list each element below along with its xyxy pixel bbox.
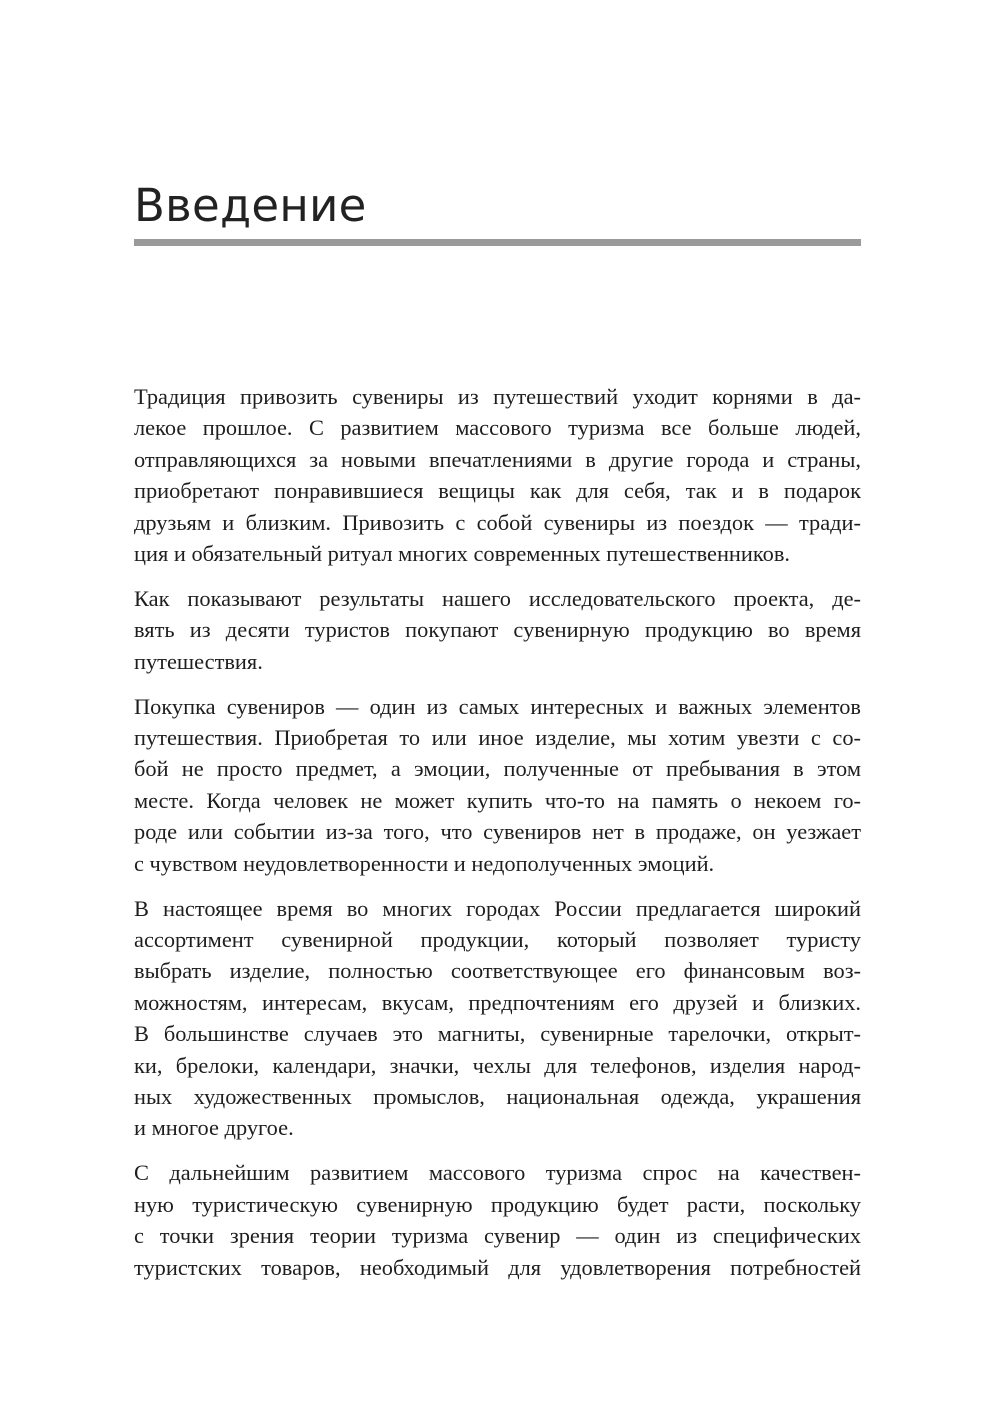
text-line: В настоящее время во многих городах России предлагается широкий (134, 895, 861, 921)
title-underline-rule (134, 239, 861, 246)
text-line: ция и обязательный ритуал многих современных путешественников. (134, 541, 791, 567)
text-line: лекое прошлое. С развитием массового туризма все больше людей, (134, 415, 861, 441)
paragraph-1 (134, 381, 861, 569)
text-line: В большинстве случаев это магниты, сувенирные тарелочки, открыт- (134, 1021, 861, 1047)
text-line: выбрать изделие, полностью соответствующее его финансовым воз- (134, 958, 861, 984)
text-line: с чувством неудовлетворенности и недополученных эмоций. (134, 850, 715, 876)
text-line: бой не просто предмет, а эмоции, полученные от пребывания в этом (134, 756, 861, 782)
text-line: ассортимент сувенирной продукции, который позволяет туристу (134, 927, 861, 952)
paragraph-2 (134, 583, 861, 677)
text-line: Традиция привозить сувениры из путешествий уходит корнями в да- (134, 384, 861, 409)
text-line: вять из десяти туристов покупают сувенирную продукцию во время (134, 617, 861, 643)
text-line: Как показывают результаты нашего исследовательского проекта, де- (134, 585, 861, 611)
text-line: Покупка сувениров — один из самых интересных и важных элементов (134, 693, 861, 719)
text-line: путешествия. Приобретая то или иное изделие, мы хотим увезти с со- (134, 725, 861, 751)
text-line: с точки зрения теории туризма сувенир — один из специфических (134, 1223, 861, 1249)
paragraph-4 (134, 893, 861, 1144)
text-line: приобретают понравившиеся вещицы как для себя, так и в подарок (134, 478, 861, 504)
text-line: и многое другое. (134, 1115, 294, 1141)
text-line: месте. Когда человек не может купить что-то на память о некоем го- (134, 787, 861, 813)
text-line: ки, брелоки, календари, значки, чехлы для телефонов, изделия народ- (134, 1052, 861, 1078)
text-line: отправляющихся за новыми впечатлениями в другие города и страны, (134, 446, 861, 472)
text-line: туристских товаров, необходимый для удовлетворения потребностей (134, 1254, 861, 1280)
text-line: роде или событии из-за того, что сувениров нет в продаже, он уезжает (134, 819, 861, 845)
paragraph-3 (134, 691, 861, 879)
paragraph-5 (134, 1157, 861, 1283)
text-line: ных художественных промыслов, национальная одежда, украшения (134, 1084, 861, 1110)
text-line: путешествия. (134, 648, 263, 674)
chapter-title: Введение (134, 179, 367, 232)
body-text (134, 381, 861, 1296)
text-line: можностям, интересам, вкусам, предпочтениям его друзей и близких. (134, 989, 861, 1015)
text-line: друзьям и близким. Привозить с собой сувениры из поездок — тради- (134, 509, 861, 535)
text-line: ную туристическую сувенирную продукцию будет расти, поскольку (134, 1191, 861, 1217)
text-line: С дальнейшим развитием массового туризма спрос на качествен- (134, 1160, 861, 1186)
